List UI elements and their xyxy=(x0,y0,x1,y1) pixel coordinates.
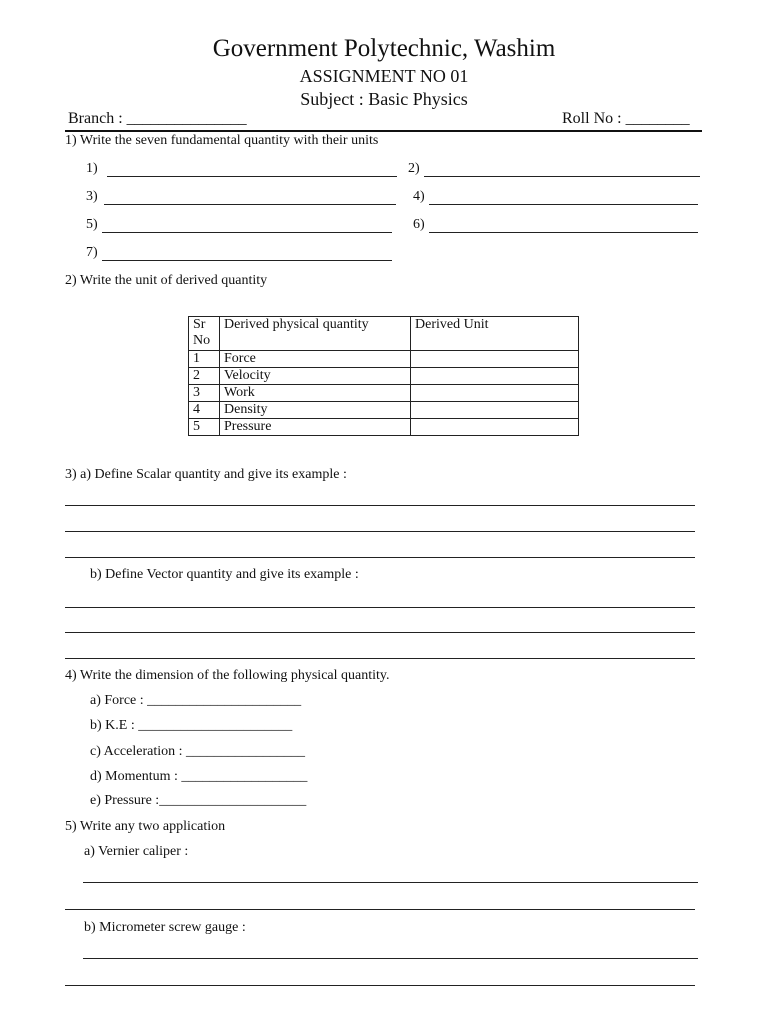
header-sr-no: Sr No xyxy=(189,317,220,351)
q4-acceleration-field[interactable]: c) Acceleration : _________________ xyxy=(90,744,306,759)
quantity-cell: Pressure xyxy=(220,419,411,436)
unit-answer-cell[interactable] xyxy=(411,368,579,385)
q5a-answer-line-1[interactable] xyxy=(83,882,698,883)
unit-answer-cell[interactable] xyxy=(411,351,579,368)
sr-cell: 3 xyxy=(189,385,220,402)
q5b-answer-line-1[interactable] xyxy=(83,958,698,959)
q3b-answer-line-1[interactable] xyxy=(65,607,695,608)
assignment-number: ASSIGNMENT NO 01 xyxy=(299,66,469,86)
q1-answer-line-4[interactable] xyxy=(429,204,698,205)
derived-quantity-table xyxy=(188,316,579,436)
unit-answer-cell[interactable] xyxy=(411,385,579,402)
sr-cell: 1 xyxy=(189,351,220,368)
q3b-answer-line-3[interactable] xyxy=(65,658,695,659)
question-3b-text: b) Define Vector quantity and give its example : xyxy=(90,567,359,582)
table-header-row xyxy=(189,317,579,351)
q1-item-label: 3) xyxy=(86,189,98,204)
q1-answer-line-6[interactable] xyxy=(429,232,698,233)
q1-item-label: 6) xyxy=(413,217,425,232)
q4-force-field[interactable]: a) Force : ______________________ xyxy=(90,693,302,708)
question-5a-text: a) Vernier caliper : xyxy=(84,844,189,859)
question-5b-text: b) Micrometer screw gauge : xyxy=(84,920,246,935)
q3a-answer-line-1[interactable] xyxy=(65,505,695,506)
q1-answer-line-2[interactable] xyxy=(424,176,700,177)
question-1-text: 1) Write the seven fundamental quantity with their units xyxy=(65,133,379,148)
q4-pressure-field[interactable]: e) Pressure :_____________________ xyxy=(90,793,307,808)
question-5-text: 5) Write any two application xyxy=(65,819,226,834)
unit-answer-cell[interactable] xyxy=(411,402,579,419)
question-4-text: 4) Write the dimension of the following physical quantity. xyxy=(65,668,390,683)
q1-item-label: 1) xyxy=(86,161,98,176)
table-row xyxy=(189,351,579,368)
header-derived-quantity: Derived physical quantity xyxy=(220,317,411,351)
q1-item-label: 2) xyxy=(408,161,420,176)
table-row xyxy=(189,402,579,419)
quantity-cell: Velocity xyxy=(220,368,411,385)
q1-answer-line-5[interactable] xyxy=(102,232,392,233)
q5b-answer-line-2[interactable] xyxy=(65,985,695,986)
table-row xyxy=(189,419,579,436)
q4-momentum-field[interactable]: d) Momentum : __________________ xyxy=(90,769,308,784)
question-3a-text: 3) a) Define Scalar quantity and give its example : xyxy=(65,467,347,482)
q1-answer-line-7[interactable] xyxy=(102,260,392,261)
branch-field[interactable]: Branch : _______________ xyxy=(68,110,247,127)
unit-answer-cell[interactable] xyxy=(411,419,579,436)
sr-cell: 2 xyxy=(189,368,220,385)
quantity-cell: Density xyxy=(220,402,411,419)
institute-title: Government Polytechnic, Washim xyxy=(212,35,556,62)
table-row xyxy=(189,368,579,385)
q3a-answer-line-3[interactable] xyxy=(65,557,695,558)
q1-item-label: 5) xyxy=(86,217,98,232)
q1-item-label: 4) xyxy=(413,189,425,204)
sr-cell: 5 xyxy=(189,419,220,436)
question-2-text: 2) Write the unit of derived quantity xyxy=(65,273,268,288)
header-divider xyxy=(65,130,702,132)
q4-ke-field[interactable]: b) K.E : ______________________ xyxy=(90,718,293,733)
header-derived-unit: Derived Unit xyxy=(411,317,579,351)
q3b-answer-line-2[interactable] xyxy=(65,632,695,633)
subject-line: Subject : Basic Physics xyxy=(300,89,468,109)
q1-answer-line-1[interactable] xyxy=(107,176,397,177)
q1-answer-line-3[interactable] xyxy=(104,204,396,205)
q1-item-label: 7) xyxy=(86,245,98,260)
q5a-answer-line-2[interactable] xyxy=(65,909,695,910)
q3a-answer-line-2[interactable] xyxy=(65,531,695,532)
quantity-cell: Work xyxy=(220,385,411,402)
quantity-cell: Force xyxy=(220,351,411,368)
sr-cell: 4 xyxy=(189,402,220,419)
table-row xyxy=(189,385,579,402)
roll-number-field[interactable]: Roll No : ________ xyxy=(562,110,690,127)
